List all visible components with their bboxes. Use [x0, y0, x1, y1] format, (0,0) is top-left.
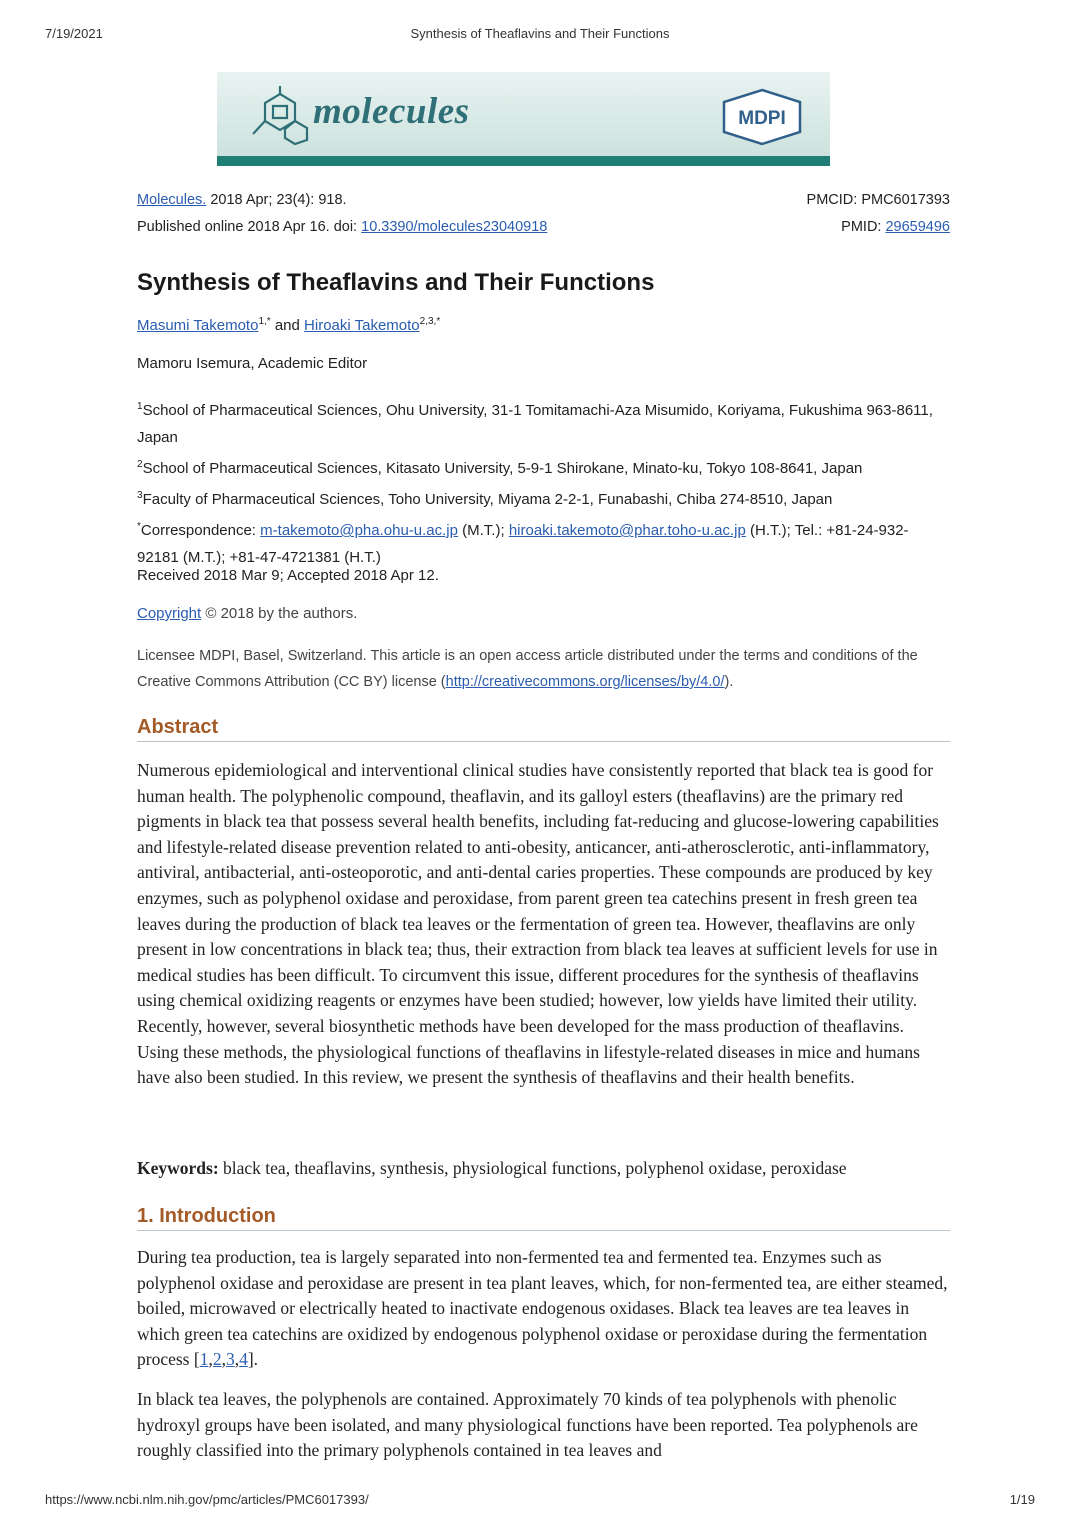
introduction-heading: 1. Introduction — [137, 1205, 950, 1231]
citation-issue: 2018 Apr; 23(4): 918. — [206, 192, 347, 208]
print-title: Synthesis of Theaflavins and Their Functions — [410, 26, 670, 41]
doi-link[interactable]: 10.3390/molecules23040918 — [361, 219, 548, 235]
affiliation: $^2$School of Pharmaceutical Sciences, Kitasato University, 5-9-1 Shirokane, Minato-ku, Tokyo 108-8641, Japan — [137, 459, 863, 477]
received-dates: Received 2018 Mar 9; Accepted 2018 Apr 12. — [137, 567, 439, 584]
correspondence: *Correspondence: m-takemoto@pha.ohu-u.ac.jp (M.T.); hiroaki.takemoto@phar.toho-u.ac.jp (H.T.); Tel.: +81-24-932-92181 (M.T.); +81-47-4721381 (H.T.) — [137, 521, 909, 566]
mdpi-logo — [716, 86, 808, 146]
molecule-logo-icon — [245, 86, 315, 146]
journal-banner[interactable] — [217, 72, 830, 166]
print-date: 7/19/2021 — [45, 26, 103, 41]
mdpi-logo-text: MDPI — [738, 108, 786, 129]
print-header — [45, 26, 1035, 44]
intro-paragraph: During tea production, tea is largely separated into non-fermented tea and fermented tea. Enzymes such as polyphenol oxidase and peroxidase are present in tea plant leaves, which, for non-fermented tea, are either steamed, boiled, microwaved or electrically heated to inactivate endogenous oxidases. Black tea leaves are tea leaves in which green tea catechins are oxidized by endogenous polyphenol oxidase or peroxidase during the fermentation process [1,2,3,4]. — [137, 1247, 948, 1370]
pmid-link[interactable]: 29659496 — [885, 219, 950, 235]
affiliation: $^3$Faculty of Pharmaceutical Sciences, Toho University, Miyama 2-2-1, Funabashi, Chiba 274-8510, Japan — [137, 490, 833, 508]
reference-link[interactable]: 1 — [199, 1349, 209, 1370]
reference-link[interactable]: 2 — [212, 1349, 222, 1370]
author-link[interactable]: Hiroaki Takemoto — [304, 317, 420, 334]
keywords-label: Keywords: — [137, 1158, 219, 1178]
copyright-link[interactable]: Copyright — [137, 605, 202, 622]
keywords — [137, 1158, 847, 1179]
author-sup: 1,* — [258, 316, 271, 327]
pmcid: PMCID: PMC6017393 — [806, 192, 950, 208]
author-list — [137, 316, 440, 334]
email-link[interactable]: m-takemoto@pha.ohu-u.ac.jp — [260, 522, 458, 539]
article-title: Synthesis of Theaflavins and Their Functions — [137, 269, 655, 296]
abstract-text: Numerous epidemiological and interventional clinical studies have consistently reported that black tea is good for human health. The polyphenolic compound, theaflavin, and its galloyl esters (theaflavins) are the primary red pigments in black tea that possess several health benefits, including fat-reducing and glucose-lowering capabilities and lifestyle-related disease prevention related to anti-obesity, anticancer, anti-atherosclerotic, anti-inflammatory, antiviral, antibacterial, anti-osteoporotic, and anti-dental caries properties. These compounds are produced by key enzymes, such as polyphenol oxidase and peroxidase, from parent green tea catechins present in fresh green tea leaves during the production of black tea leaves or the fermentation of green tea. However, theaflavins are only present in low concentrations in black tea; thus, their extraction from black tea leaves at sufficient levels for use in medical studies has been difficult. To circumvent this issue, different procedures for the synthesis of theaflavins using chemical oxidizing reagents or enzymes have been studied; however, low yields have limited their utility. Recently, however, several biosynthetic methods have been developed for the mass production of theaflavins. Using these methods, the physiological functions of theaflavins in lifestyle-related diseases in mice and humans have also been studied. In this review, we present the synthesis of theaflavins and their health benefits. — [137, 760, 939, 1088]
affiliations — [137, 393, 947, 571]
journal-link[interactable]: Molecules. — [137, 192, 207, 208]
affiliation: $^1$School of Pharmaceutical Sciences, Ohu University, 31-1 Tomitamachi-Aza Misumido, Koriyama, Fukushima 963-8611, Japan — [137, 401, 933, 446]
published-line — [137, 219, 950, 235]
copyright: Copyright © 2018 by the authors. — [137, 605, 358, 622]
author-separator: and — [270, 317, 305, 334]
license-text: Licensee MDPI, Basel, Switzerland. This article is an open access article distributed under the terms and conditions of the Creative Commons Attribution (CC BY) license (http://creativecommons.org/licenses/by/4.0/). — [137, 648, 918, 690]
pmid-label: PMID: — [841, 219, 886, 235]
page-number: 1/19 — [1009, 1492, 1035, 1507]
author-link[interactable]: Masumi Takemoto — [137, 317, 259, 334]
reference-link[interactable]: 4 — [239, 1349, 248, 1370]
published-prefix: Published online 2018 Apr 16. doi: — [137, 219, 362, 235]
print-footer — [45, 1492, 1035, 1507]
pmid — [841, 219, 950, 235]
academic-editor: Mamoru Isemura, Academic Editor — [137, 355, 368, 372]
journal-logo: molecules — [313, 91, 470, 132]
abstract-heading: Abstract — [137, 716, 950, 742]
banner-accent-bar — [217, 156, 830, 166]
intro-paragraph: In black tea leaves, the polyphenols are contained. Approximately 70 kinds of tea polyphenols with phenolic hydroxyl groups have been isolated, and many physiological functions have been reported. Tea polyphenols are roughly classified into the primary polyphenols contained in tea leaves and — [137, 1389, 918, 1461]
citation-line — [137, 192, 950, 208]
reference-link[interactable]: 3 — [225, 1349, 235, 1370]
email-link[interactable]: hiroaki.takemoto@phar.toho-u.ac.jp — [508, 522, 746, 539]
author-sup: 2,3,* — [419, 316, 441, 327]
page-url: https://www.ncbi.nlm.nih.gov/pmc/articles/PMC6017393/ — [45, 1492, 369, 1507]
license-link[interactable]: http://creativecommons.org/licenses/by/4.0/ — [445, 674, 725, 690]
keywords-list: black tea, theaflavins, synthesis, physiological functions, polyphenol oxidase, peroxidase — [218, 1158, 847, 1178]
